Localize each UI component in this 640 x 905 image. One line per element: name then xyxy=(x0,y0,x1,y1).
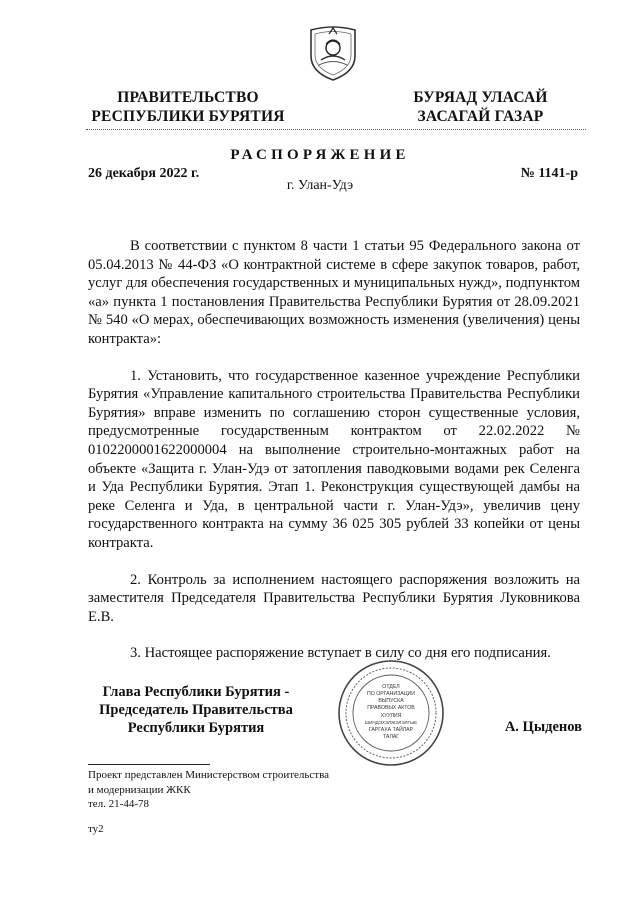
document-code: ту2 xyxy=(88,823,104,835)
body-paragraph: 2. Контроль за исполнением настоящего распоряжения возложить на заместителя Председателя Правительства Республики Бурятия Луковникова Е.В. xyxy=(88,571,580,625)
document-title: РАСПОРЯЖЕНИЕ xyxy=(230,147,410,163)
body-paragraph: 1. Установить, что государственное казенное учреждение Республики Бурятия «Управление капитального строительства Правительства Республики Бурятия» вправе изменить по соглашению сторон существенные условия, предусмотренные государственным контрактом от 22.02.2022 № 0102200001622000004 на выполнение строительно-монтажных работ на объекте «Защита г. Улан-Удэ от затопления паводковыми водами рек Селенга и Уда Республики Бурятия. Этап 1. Реконструкция существующей дамбы на реке Селенга и Уда, в центральной части г. Улан-Удэ», увеличив цену государственного контракта на сумму 36 025 305 рублей 33 копейки от цены контракта. xyxy=(88,367,580,551)
stamp-line: ГАРГАХА ТАЙЛАР xyxy=(368,727,414,733)
header-org-ru-line: ПРАВИТЕЛЬСТВО xyxy=(117,89,259,106)
header-org-ru-line: РЕСПУБЛИКИ БУРЯТИЯ xyxy=(91,108,285,125)
stamp-line: ХУУЛИЯ xyxy=(380,713,402,719)
body-paragraph: 3. Настоящее распоряжение вступает в силу со дня его подписания. xyxy=(130,645,551,662)
document-body xyxy=(88,237,580,681)
signatory-name: А. Цыденов xyxy=(504,719,582,735)
stamp-line: ШИНДЭХЭЛЖЭЛЭЛГЫЕ xyxy=(364,720,418,725)
stamp-line: ТАЛАГ xyxy=(382,734,400,740)
stamp-line: ВЫПУСКА xyxy=(378,698,404,704)
official-stamp xyxy=(336,658,446,768)
coat-of-arms-icon xyxy=(305,22,361,82)
header-org-bua-line: ЗАСАГАЙ ГАЗАР xyxy=(417,108,544,125)
stamp-line: ОТДЕЛ xyxy=(382,684,400,690)
stamp-line: ПО ОРГАНИЗАЦИИ xyxy=(367,691,415,697)
footnote xyxy=(88,768,388,812)
document-date: 26 декабря 2022 г. xyxy=(88,166,200,181)
header-org-bua xyxy=(398,88,563,126)
stamp-line: ПРАВОВЫХ АКТОВ xyxy=(367,705,415,711)
signatory-title-line: Глава Республики Бурятия - xyxy=(102,684,290,700)
footnote-line: тел. 21-44-78 xyxy=(88,798,150,810)
header-divider xyxy=(86,129,586,130)
document-city: г. Улан-Удэ xyxy=(286,178,354,193)
footnote-line: и модернизации ЖКК xyxy=(88,783,191,796)
footnote-divider xyxy=(88,764,210,765)
signatory-title xyxy=(86,683,306,737)
document-number: № 1141-р xyxy=(520,166,578,181)
footnote-line: Проект представлен Министерством строительства xyxy=(88,769,330,781)
body-paragraph: В соответствии с пунктом 8 части 1 статьи 95 Федерального закона от 05.04.2013 № 44-ФЗ «О контрактной системе в сфере закупок товаров, работ, услуг для обеспечения государственных и муниципальных нужд», подпунктом «а» пункта 1 постановления Правительства Республики Бурятия от 28.09.2021 № 540 «О мерах, обеспечивающих возможность изменения (увеличения) цены контракта»: xyxy=(88,238,580,347)
signatory-title-line: Председатель Правительства xyxy=(99,702,293,718)
header-org-ru xyxy=(88,88,288,126)
header-org-bua-line: БУРЯАД УЛАСАЙ xyxy=(413,89,548,106)
signatory-title-line: Республики Бурятия xyxy=(127,720,265,736)
